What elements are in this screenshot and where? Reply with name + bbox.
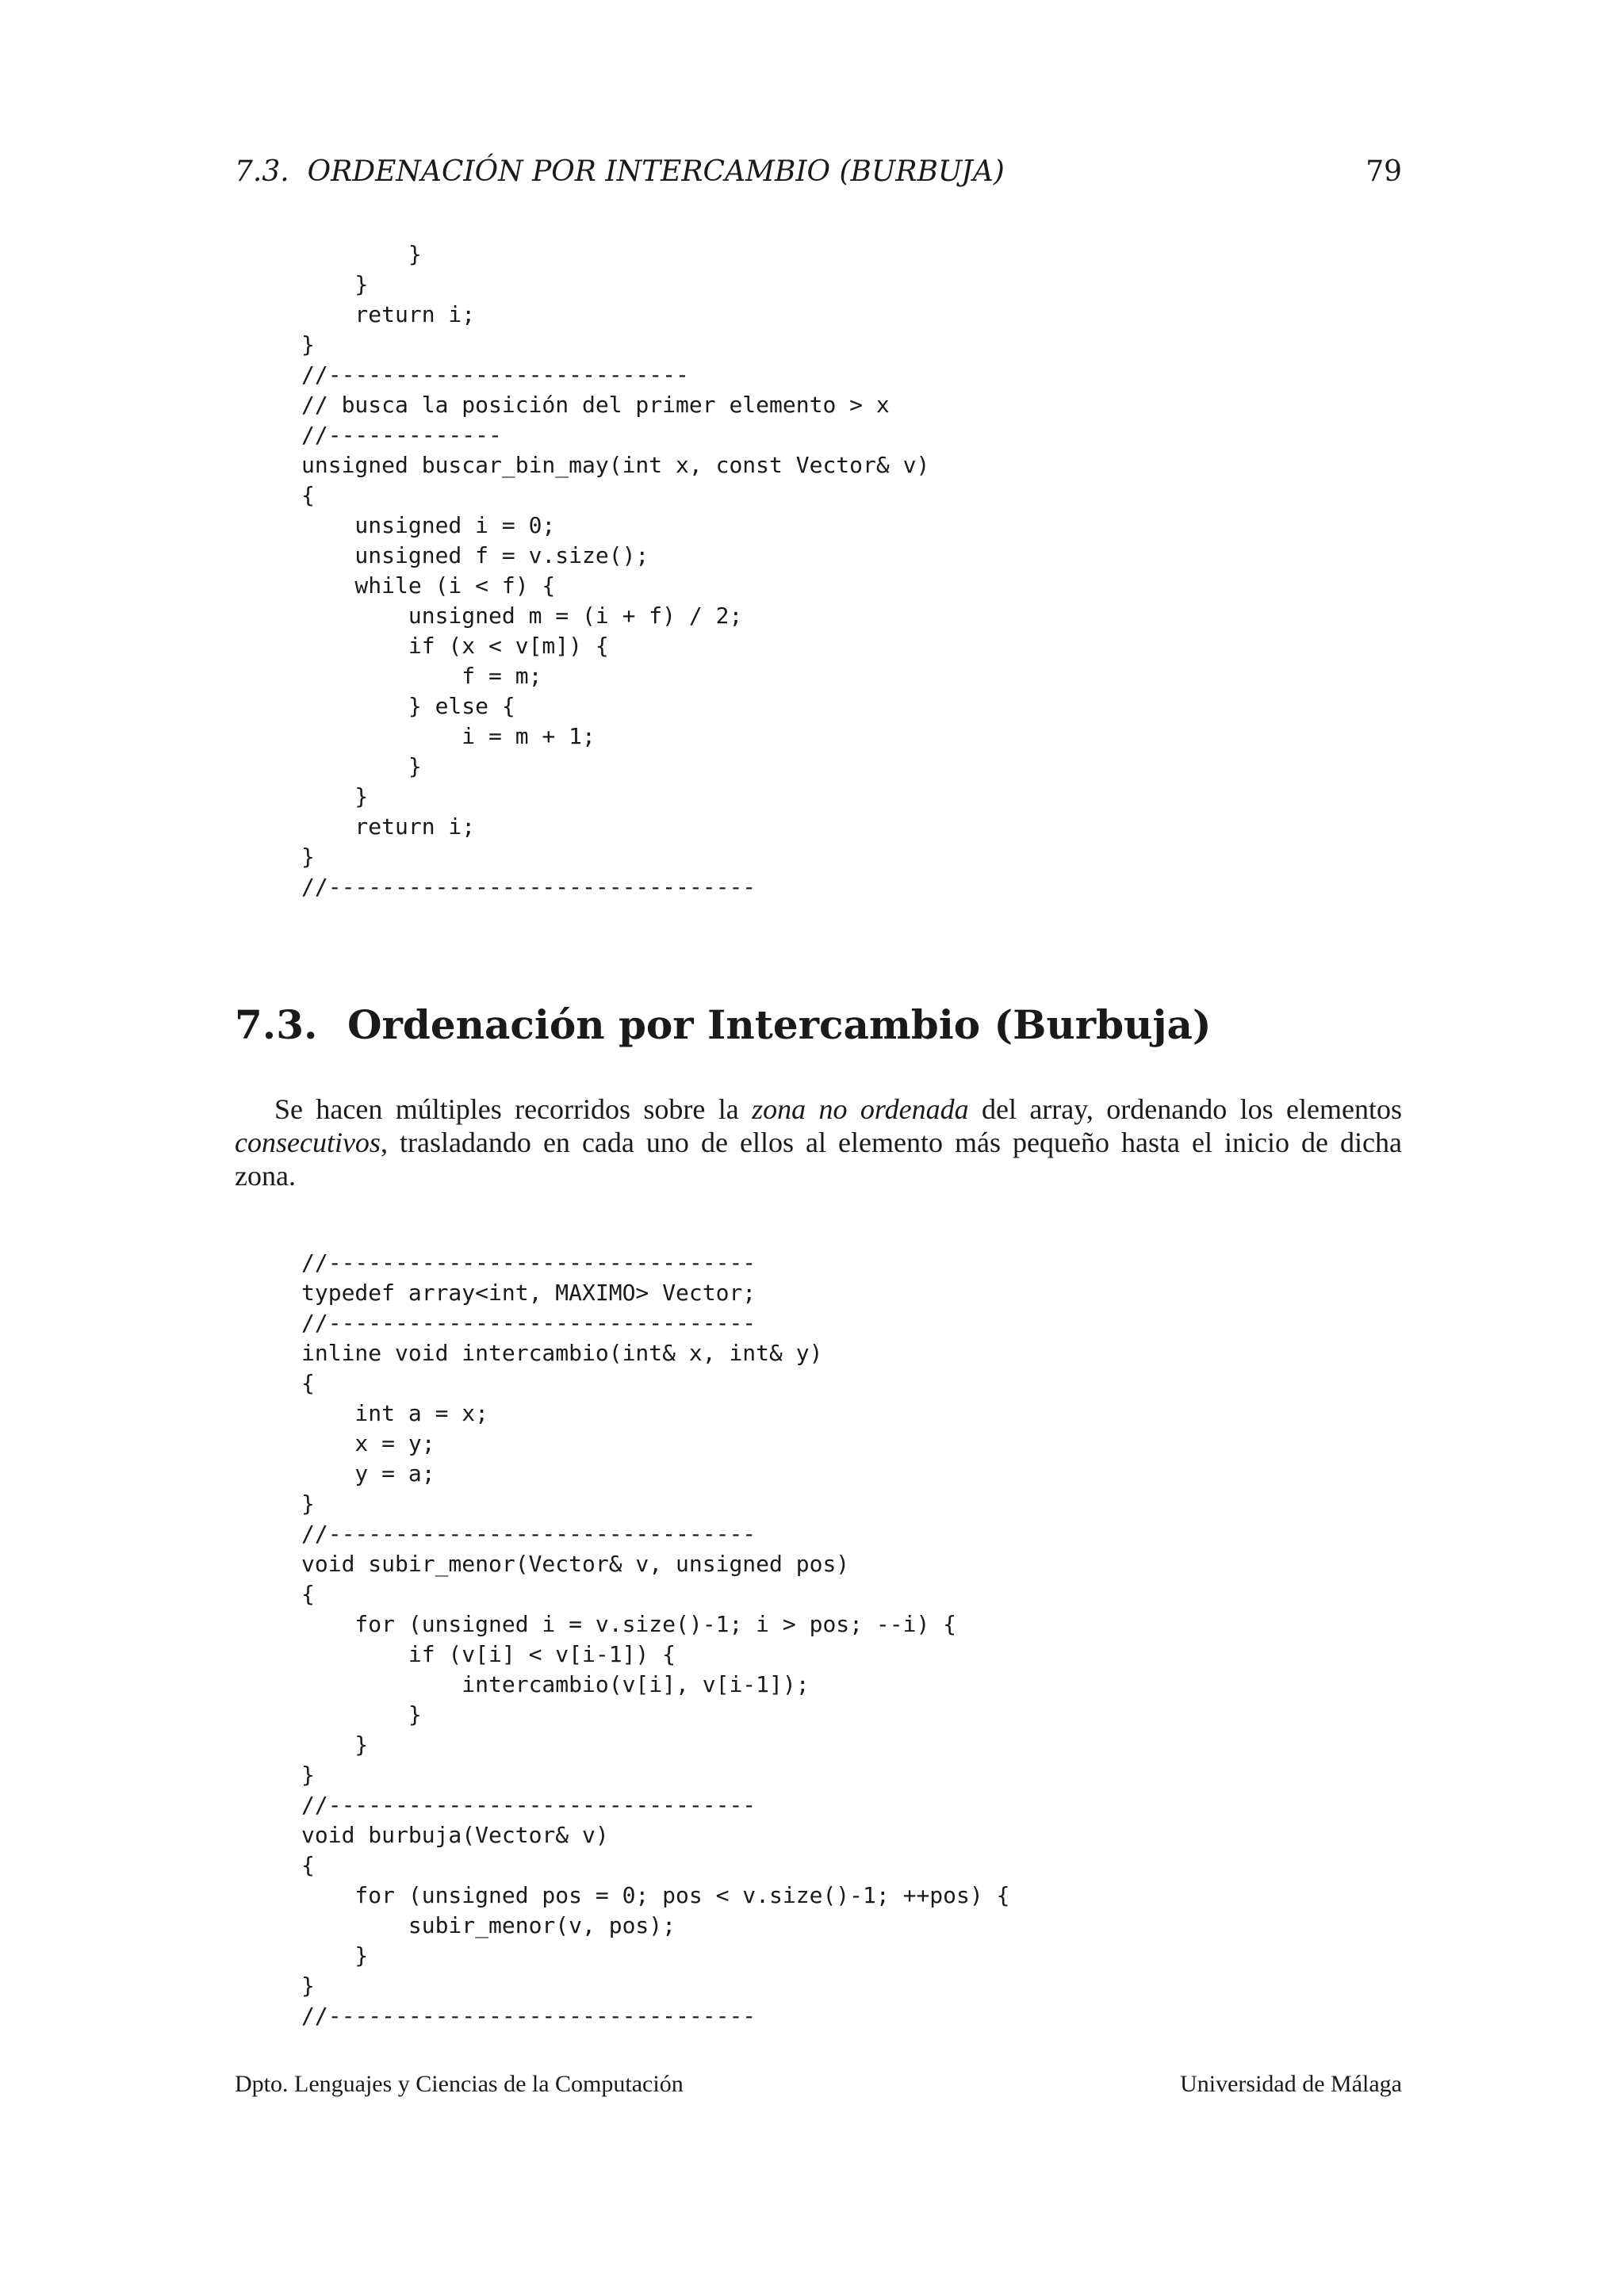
code-line: void burbuja(Vector& v) xyxy=(301,1822,609,1848)
paragraph-emphasis: zona no ordenada xyxy=(752,1093,969,1125)
section-heading xyxy=(235,1001,1212,1050)
code-listing-bottom xyxy=(301,1248,1009,2031)
code-line: y = a; xyxy=(301,1460,435,1487)
code-line: } xyxy=(301,1942,369,1969)
code-line: } xyxy=(301,1973,315,1999)
code-line: { xyxy=(301,1852,315,1878)
code-line: if (v[i] < v[i-1]) { xyxy=(301,1641,676,1667)
code-line: for (unsigned pos = 0; pos < v.size()-1; ++pos) { xyxy=(301,1882,1010,1908)
code-line: unsigned buscar_bin_may(int x, const Vector& v) xyxy=(301,452,930,478)
section-number: 7.3. xyxy=(235,1001,318,1048)
code-line: f = m; xyxy=(301,663,542,689)
code-line: } xyxy=(301,1701,422,1728)
paragraph-text: , trasladando en cada uno de ellos al elemento más pequeño hasta el inicio de dicha xyxy=(380,1127,1402,1158)
code-line: typedef array<int, MAXIMO> Vector; xyxy=(301,1280,756,1306)
code-line: return i; xyxy=(301,301,476,327)
code-line: for (unsigned i = v.size()-1; i > pos; --i) { xyxy=(301,1611,957,1637)
code-line: } else { xyxy=(301,693,515,719)
code-line: //-------------------------------- xyxy=(301,874,756,900)
code-line: // busca la posición del primer elemento > x xyxy=(301,392,890,418)
section-title: Ordenación por Intercambio (Burbuja) xyxy=(347,1001,1212,1048)
code-line: unsigned i = 0; xyxy=(301,512,556,538)
paragraph-emphasis: consecutivos xyxy=(235,1127,381,1158)
code-line: } xyxy=(301,844,315,870)
code-line: } xyxy=(301,1732,369,1758)
code-line: { xyxy=(301,482,315,508)
code-line: //--------------------------- xyxy=(301,362,689,388)
code-line: //-------------------------------- xyxy=(301,1310,756,1336)
running-title: 7.3. ORDENACIÓN POR INTERCAMBIO (BURBUJA) xyxy=(235,155,1005,188)
code-line: } xyxy=(301,331,315,358)
paragraph-line-3: zona. xyxy=(235,1160,296,1192)
paragraph-text: del array, ordenando los elementos xyxy=(968,1093,1402,1125)
code-line: while (i < f) { xyxy=(301,572,556,599)
code-line: } xyxy=(301,1762,315,1788)
footer-university: Universidad de Málaga xyxy=(1180,2071,1402,2097)
code-line: } xyxy=(301,1490,315,1517)
paragraph-text: Se hacen múltiples recorridos sobre la xyxy=(274,1093,753,1125)
code-line: if (x < v[m]) { xyxy=(301,633,609,659)
code-line: intercambio(v[i], v[i-1]); xyxy=(301,1671,810,1697)
code-listing-top xyxy=(301,239,929,902)
code-line: { xyxy=(301,1370,315,1396)
code-line: inline void intercambio(int& x, int& y) xyxy=(301,1340,823,1366)
footer-department: Dpto. Lenguajes y Ciencias de la Computación xyxy=(235,2071,684,2097)
code-line: } xyxy=(301,271,369,297)
code-line: x = y; xyxy=(301,1430,435,1456)
paragraph-line-2 xyxy=(235,1126,1402,1159)
code-line: //-------------------------------- xyxy=(301,1521,756,1547)
code-line: unsigned f = v.size(); xyxy=(301,542,649,568)
code-line: return i; xyxy=(301,813,476,840)
code-line: { xyxy=(301,1581,315,1607)
code-line: //-------------------------------- xyxy=(301,1249,756,1276)
code-line: //------------- xyxy=(301,422,502,448)
code-line: } xyxy=(301,783,369,809)
code-line: } xyxy=(301,241,422,267)
paragraph-line-1 xyxy=(235,1093,1402,1126)
code-line: void subir_menor(Vector& v, unsigned pos) xyxy=(301,1551,850,1577)
code-line: } xyxy=(301,753,422,779)
page-header xyxy=(235,155,1402,193)
body-paragraph xyxy=(235,1093,1402,1192)
code-line: subir_menor(v, pos); xyxy=(301,1912,676,1938)
code-line: i = m + 1; xyxy=(301,723,596,749)
code-line: //-------------------------------- xyxy=(301,2003,756,2029)
page-number: 79 xyxy=(1365,155,1402,188)
page-footer xyxy=(235,2071,1402,2103)
code-line: unsigned m = (i + f) / 2; xyxy=(301,603,743,629)
code-line: int a = x; xyxy=(301,1400,489,1426)
code-line: //-------------------------------- xyxy=(301,1792,756,1818)
